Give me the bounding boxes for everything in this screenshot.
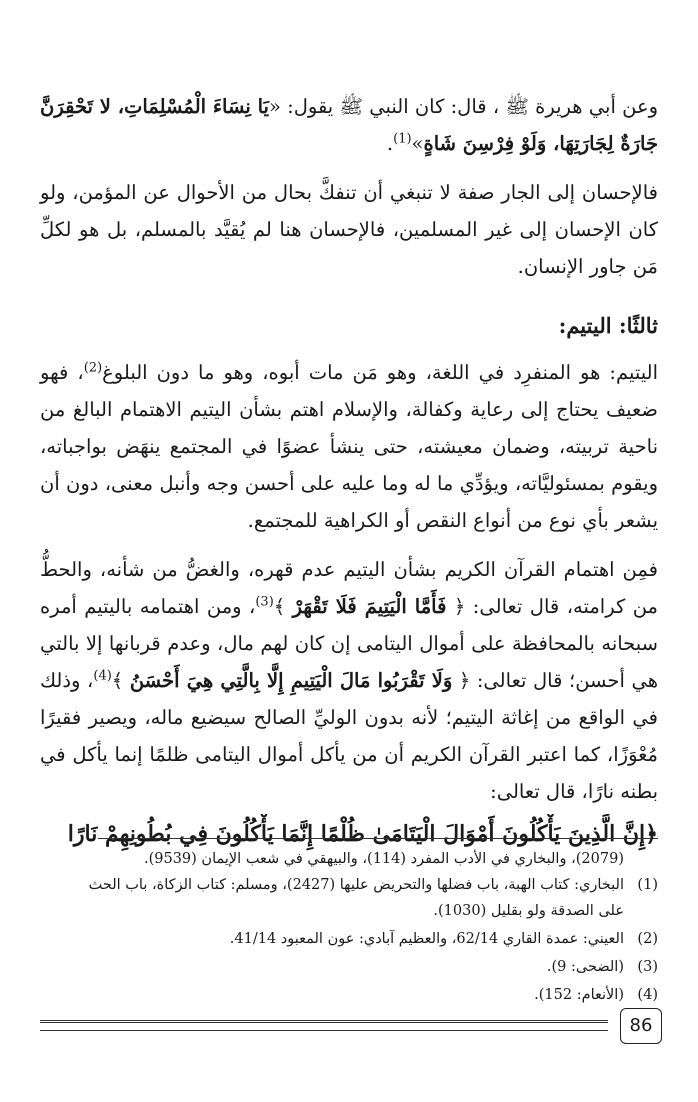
bottom-rule — [40, 1020, 608, 1023]
paragraph-hadith — [40, 88, 658, 162]
footnote-continuation: (2079)، والبخاري في الأدب المفرد (114)، والبيهقي في شعب الإيمان (9539). — [143, 851, 624, 867]
footnote-number: (2) — [637, 931, 658, 947]
footnote-text: (الأنعام: 152). — [534, 987, 624, 1003]
quran-verse: وَلَا تَقْرَبُوا مَالَ الْيَتِيمِ إِلَّا بِالَّتِي هِيَ أَحْسَنُ — [129, 669, 453, 692]
footnote-number: (4) — [637, 987, 658, 1003]
text-run: وعن أبي هريرة ﷺ ، قال: كان النبي ﷺ يقول: « — [268, 95, 658, 118]
text-run: ، فهو ضعيف يحتاج إلى رعاية وكفالة، والإسلام اهتم بشأن اليتيم الاهتمام البالغ من ناحية تربيته، وضمان معيشته، حتى ينشأ عضوًا في المجتمع ينهَض بواجباته، ويقوم بمسئوليَّاته، ويؤدِّي ما له وما عليه على أحسن وجه وأنبل معنى، دون أن يشعر بأي نوع من أنواع النقص أو الكراهية للمجتمع. — [40, 361, 658, 532]
text-run: ﴾ — [273, 595, 293, 618]
text-run: البخاري: كتاب الهبة، باب فضلها والتحريض عليها (2427)، ومسلم: كتاب الزكاة، باب الحث — [88, 877, 624, 893]
section-heading: ثالثًا: اليتيم: — [558, 313, 658, 338]
footnote-ref: (4) — [93, 668, 112, 684]
quran-verse-line: ﴿إِنَّ الَّذِينَ يَأْكُلُونَ أَمْوَالَ الْيَتَامَىٰ ظُلْمًا إِنَّمَا يَأْكُلُونَ فِي بُطُونِهِمْ نَارًا — [67, 821, 658, 847]
hadith-quote: يَا نِسَاءَ الْمُسْلِمَاتِ، لا تَحْقِرَنَّ جَارَةٌ لِجَارَتِهَا، وَلَوْ فِرْسِنَ شَاةٍ — [40, 95, 658, 155]
text-run: » — [411, 132, 424, 155]
text-run: . — [386, 132, 394, 155]
footnote-divider — [98, 838, 658, 839]
text-run: ، ومن اهتمامه باليتيم أمره سبحانه بالمحافظة على أموال اليتامى إن كان لهم مال، وعدم قربانها إلا بالتي هي أحسن؛ قال تعالى: ﴿ — [40, 595, 659, 692]
footnote-number: (3) — [637, 959, 658, 975]
paragraph-quran-care — [40, 551, 658, 810]
footnote-text: (الضحى: 9). — [546, 959, 624, 975]
text-run: على الصدقة ولو بقليل (1030). — [433, 903, 624, 919]
footnote-text: العيني: عمدة القاري 62/14، والعظيم آبادي: عون المعبود 41/14. — [229, 931, 624, 947]
footnotes — [40, 846, 658, 1010]
footnote-1 — [40, 872, 658, 924]
quran-verse: فَأَمَّا الْيَتِيمَ فَلَا تَقْهَرْ — [292, 595, 447, 618]
text-run: فمِن اهتمام القرآن الكريم بشأن اليتيم عدم قهره، والغضُّ من شأنه، والحطُّ من كرامته، قال تعالى: ﴿ — [40, 558, 659, 618]
text-run: ﴾ — [111, 669, 130, 692]
bottom-rule — [40, 1030, 608, 1031]
footnote-ref: (3) — [255, 594, 274, 610]
footnote-ref: (2) — [83, 360, 103, 376]
footnote-ref: (1) — [393, 131, 412, 147]
footnote-3 — [40, 954, 658, 980]
paragraph-neighbor: فالإحسان إلى الجار صفة لا تنبغي أن تنفكَّ بحال من الأحوال عن المؤمن، ولو كان الإحسان إلى غير المسلمين، فالإحسان هنا لم يُقيَّد بالمسلم، بل هو لكلِّ مَن جاور الإنسان. — [40, 181, 658, 278]
text-run: اليتيم: هو المنفرِد في اللغة، وهو مَن مات أبوه، وهو ما دون البلوغ — [102, 361, 658, 384]
main-text — [40, 88, 658, 854]
footnote-2 — [40, 926, 658, 952]
footnote-4 — [40, 982, 658, 1008]
page-number: 86 — [620, 1008, 662, 1044]
footnote-number: (1) — [637, 877, 658, 893]
paragraph-orphan-definition — [40, 354, 658, 539]
text-run: ، وذلك في الواقع من إغاثة اليتيم؛ لأنه بدون الوليِّ الصالح سيضيع ماله، ويصير فقيرًا مُعْوَزًا، كما اعتبر القرآن الكريم أن من يأكل أموال اليتامى ظلمًا إنما يأكل في بطنه نارًا، قال تعالى: — [40, 669, 658, 803]
footnote-text — [40, 872, 624, 924]
